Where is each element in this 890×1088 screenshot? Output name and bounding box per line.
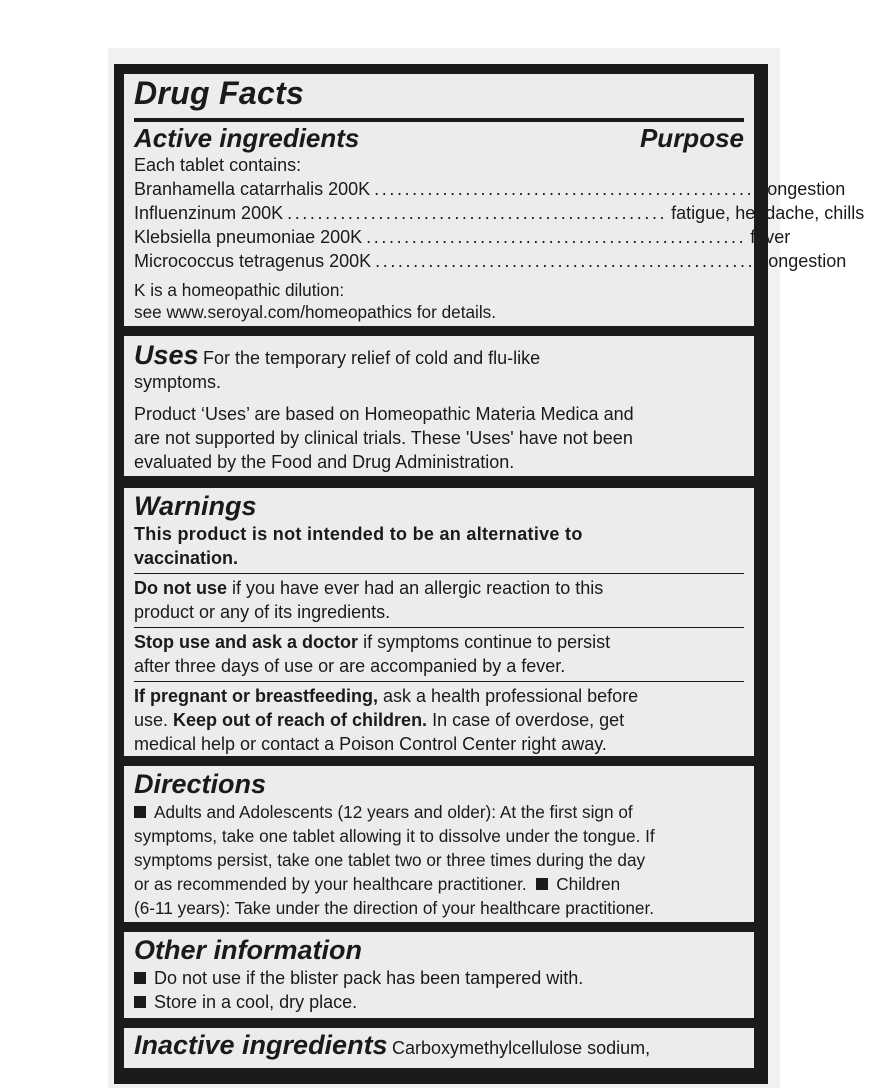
dot-leader: .................................................. [375,251,756,271]
stop-use-label: Stop use and ask a doctor [134,632,359,652]
directions-line-3: symptoms persist, take one tablet two or three times during the day [134,850,646,870]
vaccine-warning-line-2: vaccination. [134,548,239,568]
ingredient-purpose: congestion [758,179,846,199]
inactive-ingredients-heading: Inactive ingredients [134,1030,388,1060]
ingredient-row [134,249,847,273]
bullet-square-icon [134,806,146,818]
do-not-use-text: if you have ever had an allergic reaction to this [227,578,604,598]
directions-heading: Directions [134,769,267,799]
other-info-item: Store in a cool, dry place. [154,992,358,1012]
warnings-divider [134,573,744,574]
directions-line-5: (6-11 years): Take under the direction of your healthcare practitioner. [134,898,655,918]
ingredient-name: Klebsiella pneumoniae 200K [134,227,363,247]
active-ingredients-heading: Active ingredients [134,123,360,153]
active-ingredients-section [124,74,865,326]
uses-text-line-2: symptoms. [134,372,222,392]
uses-disclaimer-line-1: Product ‘Uses’ are based on Homeopathic Materia Medica and [134,404,634,424]
ingredient-purpose: fever [750,227,791,247]
ingredient-purpose: congestion [759,251,847,271]
pregnant-text: ask a health professional before [378,686,639,706]
inactive-ingredients-text: Carboxymethylcellulose sodium, [392,1038,651,1058]
inactive-ingredients-section [124,1028,754,1068]
other-information-section [124,932,754,1018]
drug-facts-title: Drug Facts [134,75,305,111]
ingredient-row [134,225,791,249]
do-not-use-label: Do not use [134,578,227,598]
bullet-square-icon [134,996,146,1008]
dilution-line-1: K is a homeopathic dilution: [134,280,345,300]
purpose-heading: Purpose [639,123,744,153]
uses-disclaimer-line-3: evaluated by the Food and Drug Administration. [134,452,515,472]
title-rule [134,118,744,122]
uses-text-line-1: For the temporary relief of cold and flu-like [203,348,541,368]
ingredient-name: Influenzinum 200K [134,203,284,223]
uses-section [124,336,754,476]
directions-line-4: or as recommended by your healthcare practitioner. [134,874,527,894]
do-not-use-text-line-2: product or any of its ingredients. [134,602,391,622]
other-information-heading: Other information [134,935,362,965]
uses-disclaimer-line-2: are not supported by clinical trials. These 'Uses' have not been [134,428,633,448]
uses-heading: Uses [134,340,199,370]
stop-use-text-line-2: after three days of use or are accompanied by a fever. [134,656,566,676]
overdose-text-line-2: medical help or contact a Poison Control Center right away. [134,734,607,754]
directions-section [124,766,754,922]
warnings-divider [134,681,744,682]
use-word: use. [134,710,174,730]
dot-leader: .................................................. [366,227,747,247]
each-tablet-text: Each tablet contains: [134,155,302,175]
ingredient-name: Micrococcus tetragenus 200K [134,251,372,271]
bullet-square-icon [536,878,548,890]
other-info-item: Do not use if the blister pack has been tampered with. [154,968,584,988]
ingredient-name: Branhamella catarrhalis 200K [134,179,371,199]
directions-children-label: Children [556,874,621,894]
directions-line-1: Adults and Adolescents (12 years and older): At the first sign of [154,802,633,822]
bullet-square-icon [134,972,146,984]
dot-leader: .................................................. [287,203,668,223]
ingredient-row [134,177,846,201]
warnings-divider [134,627,744,628]
overdose-text: In case of overdose, get [427,710,625,730]
dot-leader: .................................................. [374,179,755,199]
vaccine-warning-line-1: This product is not intended to be an alternative to [134,524,583,544]
warnings-section [124,488,754,756]
directions-line-2: symptoms, take one tablet allowing it to dissolve under the tongue. If [134,826,655,846]
ingredient-row [134,201,865,225]
pregnant-label: If pregnant or breastfeeding, [134,686,379,706]
dilution-line-2: see www.seroyal.com/homeopathics for details. [134,302,497,322]
ingredient-purpose: fatigue, headache, chills [671,203,865,223]
keep-out-label: Keep out of reach of children. [173,710,428,730]
warnings-heading: Warnings [134,491,257,521]
stop-use-text: if symptoms continue to persist [358,632,611,652]
